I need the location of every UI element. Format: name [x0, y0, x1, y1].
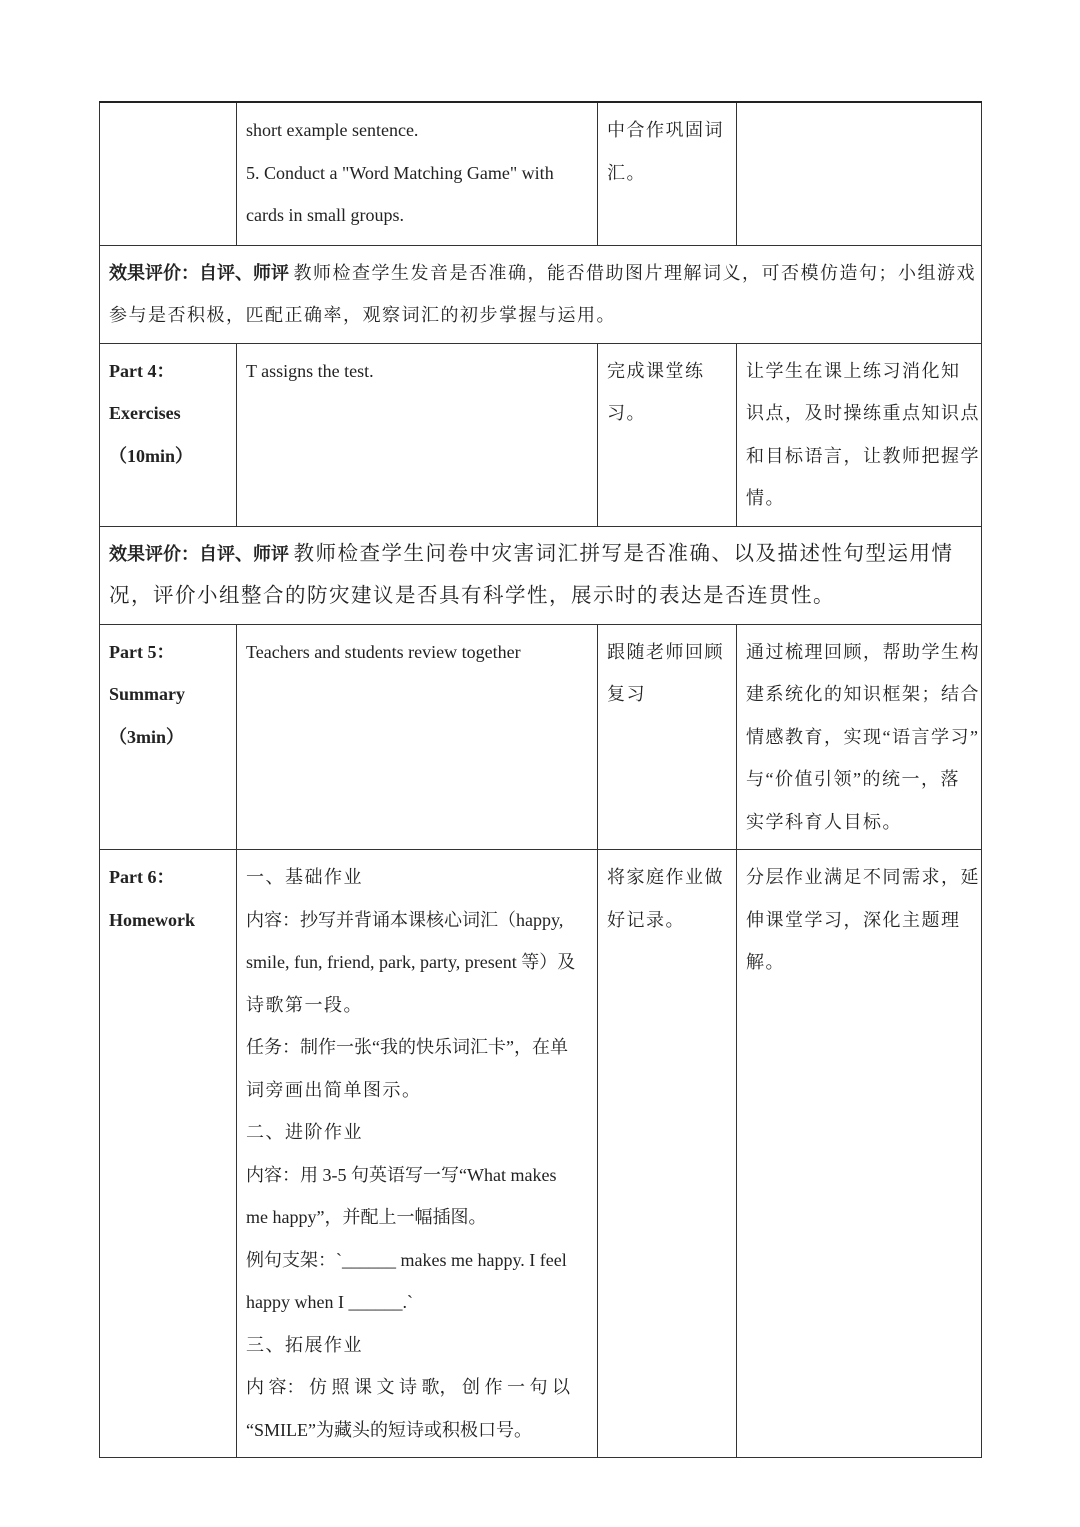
- intent-cell: [737, 102, 982, 245]
- student-cell: [598, 850, 737, 1458]
- intent-cell: [737, 850, 982, 1458]
- evaluation-text: 参与是否积极，匹配正确率，观察词汇的初步掌握与运用。: [109, 305, 616, 325]
- part-cell: [100, 102, 237, 245]
- activity-line: short example sentence.: [246, 120, 419, 140]
- evaluation-label: 效果评价：自评、师评: [109, 543, 289, 564]
- activity-cell: [237, 343, 598, 526]
- homework-line: smile, fun, friend, park, party, present 等）及: [246, 952, 576, 972]
- homework-line: “SMILE”为藏头的短诗或积极口号。: [246, 1419, 532, 1440]
- part-name: Exercises: [109, 403, 181, 423]
- homework-line: 内 容： 仿 照 课 文 诗 歌， 创 作 一 句 以: [246, 1377, 570, 1397]
- table-row: [100, 343, 982, 526]
- homework-line: happy when I ______.`: [246, 1292, 413, 1312]
- evaluation-label: 效果评价：自评、师评: [109, 262, 289, 283]
- homework-line: 二、进阶作业: [246, 1122, 363, 1142]
- intent-line: 识点，及时操练重点知识点: [746, 403, 980, 423]
- table-row: [100, 624, 982, 850]
- part-title: Part 5：: [109, 641, 175, 662]
- student-line: 汇。: [607, 162, 646, 183]
- lesson-plan-table: [99, 101, 982, 1458]
- part-time: （10min）: [109, 445, 194, 466]
- student-line: 习。: [607, 403, 646, 423]
- student-line: 将家庭作业做: [607, 867, 724, 887]
- student-line: 复习: [607, 684, 646, 704]
- part-cell: [100, 343, 237, 526]
- homework-line: me happy”，并配上一幅插图。: [246, 1207, 487, 1227]
- part-cell: [100, 850, 237, 1458]
- part-time: （3min）: [109, 726, 185, 747]
- intent-line: 分层作业满足不同需求，延: [746, 867, 980, 887]
- intent-line: 建系统化的知识框架；结合: [746, 684, 980, 704]
- intent-cell: [737, 624, 982, 850]
- evaluation-row: [100, 245, 982, 343]
- student-cell: [598, 343, 737, 526]
- part-name: Summary: [109, 684, 185, 704]
- homework-line: 一、基础作业: [246, 867, 363, 887]
- activity-line: T assigns the test.: [246, 360, 374, 381]
- part-title: Part 4：: [109, 360, 175, 381]
- student-line: 好记录。: [607, 909, 685, 930]
- intent-cell: [737, 343, 982, 526]
- table-row: [100, 102, 982, 245]
- part-cell: [100, 624, 237, 850]
- activity-line: cards in small groups.: [246, 205, 404, 225]
- intent-line: 实学科育人目标。: [746, 811, 902, 832]
- homework-line: 内容：抄写并背诵本课核心词汇（happy,: [246, 909, 564, 930]
- intent-line: 解。: [746, 952, 785, 972]
- student-line: 完成课堂练: [607, 360, 705, 381]
- homework-line: 内容：用 3-5 句英语写一写“What makes: [246, 1164, 557, 1185]
- intent-line: 情感教育，实现“语言学习”: [746, 726, 980, 747]
- intent-line: 伸课堂学习，深化主题理: [746, 909, 961, 930]
- evaluation-text: 况，评价小组整合的防灾建议是否具有科学性，展示时的表达是否连贯性。: [109, 585, 835, 607]
- homework-line: 词旁画出简单图示。: [246, 1079, 422, 1100]
- table-row: [100, 850, 982, 1458]
- homework-line: 三、拓展作业: [246, 1334, 363, 1355]
- evaluation-text: 教师检查学生问卷中灾害词汇拼写是否准确、以及描述性句型运用情: [293, 542, 954, 565]
- intent-line: 与“价值引领”的统一，落: [746, 769, 960, 789]
- homework-line: 诗歌第一段。: [246, 994, 363, 1015]
- evaluation-cell: [100, 245, 982, 343]
- intent-line: 通过梳理回顾，帮助学生构: [746, 641, 980, 662]
- activity-cell: [237, 850, 598, 1458]
- activity-cell: [237, 624, 598, 850]
- activity-line: 5. Conduct a "Word Matching Game" with: [246, 162, 554, 183]
- part-name: Homework: [109, 909, 195, 930]
- student-line: 中合作巩固词: [607, 120, 724, 140]
- student-line: 跟随老师回顾: [607, 641, 724, 662]
- part-title: Part 6：: [109, 867, 175, 887]
- student-cell: [598, 624, 737, 850]
- evaluation-row: [100, 526, 982, 624]
- intent-line: 情。: [746, 488, 785, 508]
- homework-line: 例句支架：`______ makes me happy. I feel: [246, 1249, 567, 1270]
- homework-line: 任务：制作一张“我的快乐词汇卡”，在单: [246, 1037, 568, 1057]
- student-cell: [598, 102, 737, 245]
- activity-line: Teachers and students review together: [246, 641, 521, 662]
- activity-cell: [237, 102, 598, 245]
- intent-line: 和目标语言，让教师把握学: [746, 445, 980, 466]
- evaluation-cell: [100, 526, 982, 624]
- evaluation-text: 教师检查学生发音是否准确，能否借助图片理解词义，可否模仿造句；小组游戏: [293, 262, 976, 283]
- intent-line: 让学生在课上练习消化知: [746, 360, 961, 381]
